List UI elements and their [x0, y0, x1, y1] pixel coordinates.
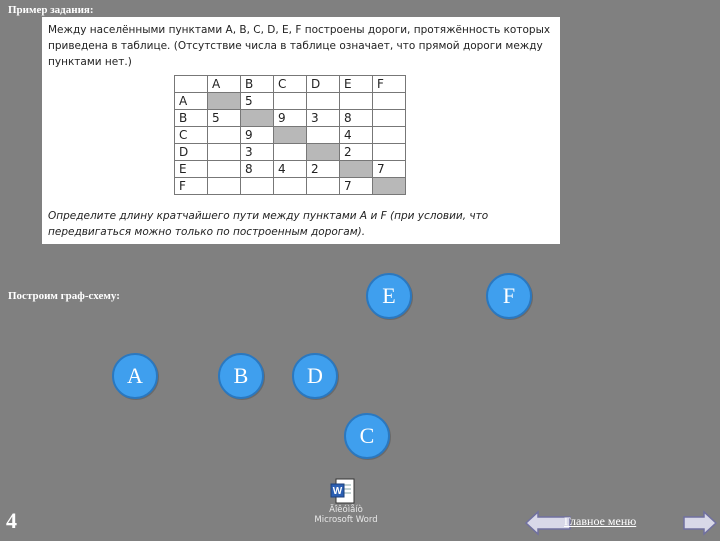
- word-document-icon[interactable]: [330, 478, 360, 506]
- table-cell: 8: [340, 110, 373, 127]
- graph-node-a[interactable]: A: [112, 353, 158, 399]
- table-cell: [274, 127, 307, 144]
- table-cell: [373, 110, 406, 127]
- column-header: F: [373, 76, 406, 93]
- table-cell: [340, 93, 373, 110]
- table-cell: 5: [241, 93, 274, 110]
- table-row: [175, 110, 406, 127]
- table-cell: [274, 178, 307, 195]
- task-question: Определите длину кратчайшего пути между пунктами A и F (при условии, что передвигаться можно только по построенным дорогам).: [48, 210, 489, 238]
- attachment-caption-line2: Microsoft Word: [314, 515, 378, 525]
- table-cell: [373, 144, 406, 161]
- task-panel: [42, 17, 560, 244]
- table-cell: 4: [340, 127, 373, 144]
- row-header: B: [175, 110, 208, 127]
- attachment-caption[interactable]: [306, 505, 386, 525]
- table-cell: 4: [274, 161, 307, 178]
- table-cell: [208, 93, 241, 110]
- table-corner-cell: [175, 76, 208, 93]
- table-cell: 9: [274, 110, 307, 127]
- graph-node-b[interactable]: B: [218, 353, 264, 399]
- table-cell: [307, 144, 340, 161]
- row-header: C: [175, 127, 208, 144]
- column-header: A: [208, 76, 241, 93]
- row-header: A: [175, 93, 208, 110]
- table-cell: [241, 178, 274, 195]
- table-cell: [208, 144, 241, 161]
- table-cell: [307, 178, 340, 195]
- table-cell: 8: [241, 161, 274, 178]
- table-cell: [373, 178, 406, 195]
- graph-heading: Построим граф-схему:: [8, 290, 120, 302]
- table-cell: [208, 161, 241, 178]
- table-row: [175, 161, 406, 178]
- table-row: [175, 127, 406, 144]
- graph-node-c[interactable]: C: [344, 413, 390, 459]
- table-row: [175, 144, 406, 161]
- table-cell: [340, 161, 373, 178]
- graph-node-d[interactable]: D: [292, 353, 338, 399]
- table-cell: [208, 127, 241, 144]
- table-cell: [307, 127, 340, 144]
- arrow-right-icon[interactable]: [682, 510, 720, 536]
- main-menu-link[interactable]: Главное меню: [564, 514, 637, 528]
- table-header-row: [175, 76, 406, 93]
- row-header: E: [175, 161, 208, 178]
- table-cell: 7: [340, 178, 373, 195]
- example-heading: Пример задания:: [8, 4, 94, 16]
- slide-number: 4: [6, 508, 17, 533]
- table-cell: 3: [307, 110, 340, 127]
- table-cell: [274, 144, 307, 161]
- table-cell: [274, 93, 307, 110]
- table-cell: 3: [241, 144, 274, 161]
- table-cell: 9: [241, 127, 274, 144]
- table-row: [175, 178, 406, 195]
- column-header: B: [241, 76, 274, 93]
- row-header: D: [175, 144, 208, 161]
- task-text: Между населёнными пунктами A, B, C, D, E, F построены дороги, протяжённость которых приведена в таблице. (Отсутствие числа в таблице означает, что прямой дороги между пунктами нет.): [48, 24, 551, 68]
- table-cell: [208, 178, 241, 195]
- distance-table: [174, 75, 406, 195]
- svg-text:W: W: [332, 486, 343, 497]
- row-header: F: [175, 178, 208, 195]
- table-row: [175, 93, 406, 110]
- table-cell: [241, 110, 274, 127]
- table-cell: [307, 93, 340, 110]
- column-header: D: [307, 76, 340, 93]
- attachment-caption-line1: Äîêóìåíò: [329, 505, 363, 515]
- table-cell: 2: [340, 144, 373, 161]
- table-cell: [373, 93, 406, 110]
- table-cell: 7: [373, 161, 406, 178]
- table-cell: [373, 127, 406, 144]
- graph-node-f[interactable]: F: [486, 273, 532, 319]
- table-cell: 2: [307, 161, 340, 178]
- graph-node-e[interactable]: E: [366, 273, 412, 319]
- column-header: E: [340, 76, 373, 93]
- column-header: C: [274, 76, 307, 93]
- table-cell: 5: [208, 110, 241, 127]
